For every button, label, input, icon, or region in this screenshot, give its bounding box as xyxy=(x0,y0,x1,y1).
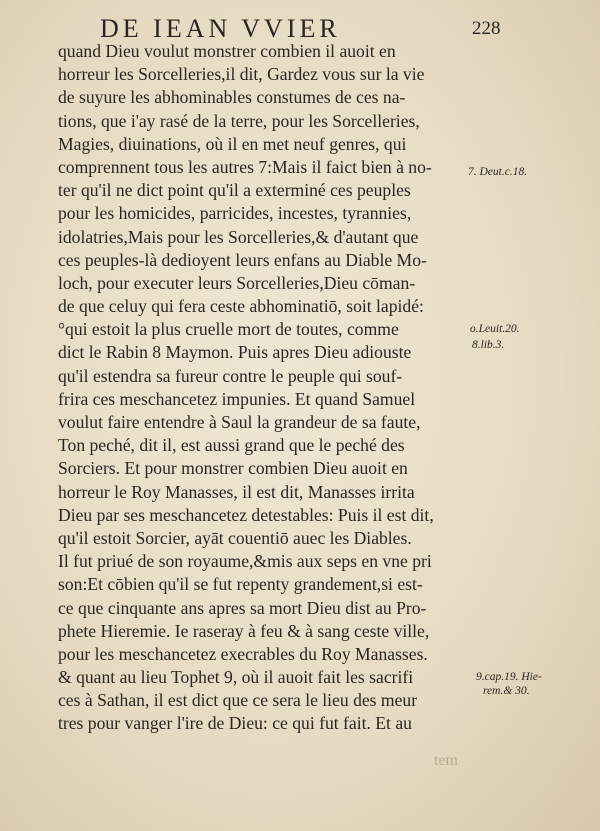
text-line: pour les homicides, parricides, incestes, tyrannies, xyxy=(58,203,412,224)
text-line: horreur les Sorcelleries,il dit, Gardez vous sur la vie xyxy=(58,64,425,85)
text-line: Magies, diuinations, où il en met neuf genres, qui xyxy=(58,133,407,154)
text-line: Ton peché, dit il, est aussi grand que le peché des xyxy=(58,435,405,456)
text-line: phete Hieremie. Ie raseray à feu & à sang ceste ville, xyxy=(58,620,430,641)
text-line: tions, que i'ay rasé de la terre, pour les Sorcelleries, xyxy=(58,110,420,131)
text-line: qu'il estendra sa fureur contre le peuple qui souf- xyxy=(58,365,403,386)
text-line: Sorciers. Et pour monstrer combien Dieu auoit en xyxy=(58,458,408,479)
margin-note-leviticus: o.Leuit.20. xyxy=(470,323,520,335)
text-line: pour les meschancetez execrables du Roy Manasses. xyxy=(58,643,428,664)
text-line: de que celuy qui fera ceste abhominatiō, soit lapidé: xyxy=(58,296,424,317)
text-line: Dieu par ses meschancetez detestables: Puis il est dit, xyxy=(58,504,434,525)
text-line: de suyure les abhominables constumes de ces na- xyxy=(58,87,406,108)
margin-note-jeremiah: 9.cap.19. Hie- xyxy=(476,671,542,683)
text-line: idolatries,Mais pour les Sorcelleries,& d'autant que xyxy=(58,226,419,247)
margin-note-maimonides: 8.lib.3. xyxy=(472,339,505,351)
text-line: son:Et cōbien qu'il se fut repenty grandement,si est- xyxy=(58,574,423,595)
text-line: & quant au lieu Tophet 9, où il auoit fait les sacrifi xyxy=(58,667,414,688)
text-line: °qui estoit la plus cruelle mort de toutes, comme xyxy=(58,319,399,340)
text-line: horreur le Roy Manasses, il est dit, Manasses irrita xyxy=(58,481,415,502)
text-line: dict le Rabin 8 Maymon. Puis apres Dieu adiouste xyxy=(58,342,412,363)
text-line: voulut faire entendre à Saul la grandeur de sa faute, xyxy=(58,412,421,432)
text-line: ces peuples-là dedioyent leurs enfans au Diable Mo- xyxy=(58,249,427,270)
text-line: quand Dieu voulut monstrer combien il auoit en xyxy=(58,41,396,61)
text-line: tres pour vanger l'ire de Dieu: ce qui fut fait. Et au xyxy=(58,713,412,734)
catchword: tem xyxy=(434,752,458,769)
text-line: frira ces meschancetez impunies. Et quand Samuel xyxy=(58,388,416,409)
text-line: ce que cinquante ans apres sa mort Dieu dist au Pro- xyxy=(58,597,427,618)
margin-note-jeremiah-cont: rem.& 30. xyxy=(483,685,530,697)
page-number: 228 xyxy=(472,18,501,39)
text-line: qu'il estoit Sorcier, ayāt couentiō auec les Diables. xyxy=(58,527,412,548)
text-line: ter qu'il ne dict point qu'il a exterminé ces peuples xyxy=(58,180,411,201)
text-line: Il fut priué de son royaume,&mis aux seps en vne pri xyxy=(58,551,432,572)
body-text xyxy=(58,40,458,736)
running-title: DE IEAN VVIER xyxy=(100,14,341,43)
margin-note-deuteronomy: 7. Deut.c.18. xyxy=(468,166,528,178)
text-line: loch, pour executer leurs Sorcelleries,Dieu cōman- xyxy=(58,272,416,293)
text-line: ces à Sathan, il est dict que ce sera le lieu des meur xyxy=(58,690,418,711)
text-line: comprennent tous les autres 7:Mais il faict bien à no- xyxy=(58,156,432,177)
